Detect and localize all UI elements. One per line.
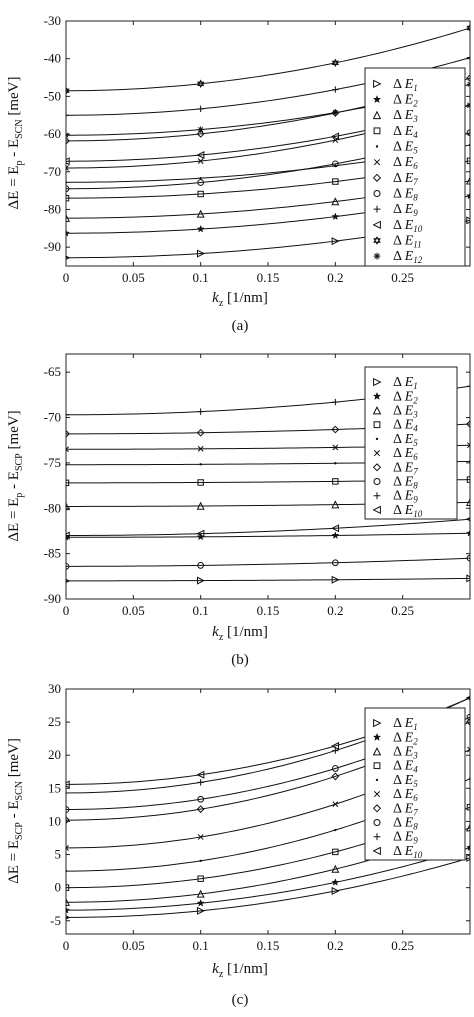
legend [365, 367, 457, 519]
x-tick-label: 0.05 [121, 270, 145, 285]
legend-label-4: Δ $E_4$ [393, 123, 418, 140]
panel-caption: (b) [231, 652, 249, 668]
legend-label-10: Δ $E_{10}$ [393, 217, 423, 234]
data-point-5 [65, 870, 67, 872]
y-tick-label: 30 [48, 681, 61, 696]
legend-label-7: Δ $E_7$ [393, 170, 418, 187]
y-tick-label: -65 [43, 364, 61, 380]
x-tick-label: 0.05 [121, 938, 145, 953]
legend-label-2: Δ $E_2$ [393, 92, 418, 109]
legend-label-1: Δ $E_1$ [393, 716, 418, 733]
legend-label-9: Δ $E_9$ [393, 829, 418, 846]
y-tick-label: 0 [54, 879, 61, 895]
x-tick-label: 0.05 [121, 603, 145, 618]
legend-label-6: Δ $E_6$ [393, 155, 418, 172]
legend-marker-5 [376, 779, 378, 781]
legend-marker-5 [376, 145, 378, 147]
x-tick-label: 0.1 [192, 270, 209, 285]
x-tick-label: 0 [62, 938, 70, 953]
y-tick-label: -40 [43, 50, 61, 66]
y-axis-label: $\Delta E = E_{SCP} - E_{SCN}$ [meV] [6, 738, 25, 884]
y-tick-label: 5 [54, 846, 61, 862]
y-tick-label: -70 [43, 409, 61, 425]
x-tick-label: 0.2 [327, 603, 344, 618]
y-tick-label: -50 [43, 88, 61, 104]
data-point-5 [469, 144, 471, 146]
x-tick-label: 0 [62, 270, 70, 285]
x-tick-label: 0.25 [391, 938, 415, 953]
y-tick-label: 25 [48, 714, 61, 730]
legend-label-2: Δ $E_2$ [393, 730, 418, 747]
data-point-5 [334, 829, 336, 831]
legend-label-9: Δ $E_9$ [393, 202, 418, 219]
legend-label-11: Δ $E_{11}$ [393, 233, 422, 250]
chart-panel-c [6, 681, 473, 1008]
x-tick-label: 0.25 [391, 603, 415, 618]
x-tick-label: 0.1 [192, 938, 209, 953]
legend-label-7: Δ $E_7$ [393, 801, 418, 818]
y-axis-label: $\Delta E = E_p - E_{SCP}$ [meV] [6, 410, 25, 542]
panel-caption: (c) [231, 992, 249, 1008]
legend-label-10: Δ $E_{10}$ [393, 843, 423, 860]
x-tick-label: 0 [62, 603, 70, 618]
panel-caption: (a) [231, 318, 249, 334]
legend-label-3: Δ $E_3$ [393, 744, 418, 761]
legend-label-6: Δ $E_6$ [393, 787, 418, 804]
y-tick-label: -60 [43, 126, 61, 142]
legend-label-3: Δ $E_3$ [393, 403, 418, 420]
legend-label-4: Δ $E_4$ [393, 758, 418, 775]
y-tick-label: -70 [43, 163, 61, 179]
legend-label-4: Δ $E_4$ [393, 417, 418, 434]
legend-label-8: Δ $E_8$ [393, 815, 418, 832]
data-point-5 [65, 181, 67, 183]
legend-label-12: Δ $E_{12}$ [393, 249, 423, 266]
chart-panel-a [6, 13, 473, 334]
y-tick-label: -75 [43, 454, 61, 470]
y-tick-label: -5 [50, 912, 61, 928]
x-tick-label: 0.15 [256, 603, 280, 618]
y-tick-label: -80 [43, 201, 61, 217]
x-tick-label: 0.15 [256, 270, 280, 285]
y-tick-label: -90 [43, 591, 61, 606]
data-point-12 [332, 109, 338, 115]
legend-label-5: Δ $E_5$ [393, 431, 418, 448]
x-axis-label: $k_z$ [1/nm] [212, 961, 268, 980]
legend-label-2: Δ $E_2$ [393, 389, 418, 406]
y-tick-label: -90 [43, 239, 61, 255]
data-point-5 [199, 177, 201, 179]
legend-label-5: Δ $E_5$ [393, 139, 418, 156]
legend-label-6: Δ $E_6$ [393, 446, 418, 463]
legend-marker-5 [376, 438, 378, 440]
x-tick-label: 0.2 [327, 938, 344, 953]
legend-label-8: Δ $E_8$ [393, 474, 418, 491]
y-tick-label: 10 [48, 813, 61, 829]
data-point-12 [63, 132, 69, 138]
data-point-5 [199, 463, 201, 465]
data-point-5 [199, 860, 201, 862]
x-tick-label: 0.25 [391, 270, 415, 285]
y-tick-label: -85 [43, 545, 61, 561]
data-point-5 [469, 778, 471, 780]
y-tick-label: -80 [43, 500, 61, 516]
legend [365, 708, 465, 860]
data-point-5 [469, 460, 471, 462]
legend-label-10: Δ $E_{10}$ [393, 502, 423, 519]
x-tick-label: 0.15 [256, 938, 280, 953]
legend-label-1: Δ $E_1$ [393, 76, 418, 93]
x-tick-label: 0.1 [192, 603, 209, 618]
data-point-5 [334, 462, 336, 464]
legend-label-8: Δ $E_8$ [393, 186, 418, 203]
y-tick-label: 20 [48, 747, 61, 763]
y-tick-label: 15 [48, 780, 61, 796]
y-axis-label: $\Delta E = E_p - E_{SCN}$ [meV] [6, 76, 25, 210]
legend-label-9: Δ $E_9$ [393, 488, 418, 505]
legend-label-7: Δ $E_7$ [393, 460, 418, 477]
x-tick-label: 0.2 [327, 270, 344, 285]
legend-label-5: Δ $E_5$ [393, 772, 418, 789]
legend-label-1: Δ $E_1$ [393, 375, 418, 392]
data-point-12 [197, 126, 203, 132]
x-axis-label: $k_z$ [1/nm] [212, 290, 268, 309]
x-axis-label: $k_z$ [1/nm] [212, 624, 268, 643]
legend-label-3: Δ $E_3$ [393, 108, 418, 125]
chart-panel-b [6, 354, 473, 668]
data-point-5 [65, 464, 67, 466]
y-tick-label: -30 [43, 13, 61, 28]
legend [365, 68, 465, 266]
